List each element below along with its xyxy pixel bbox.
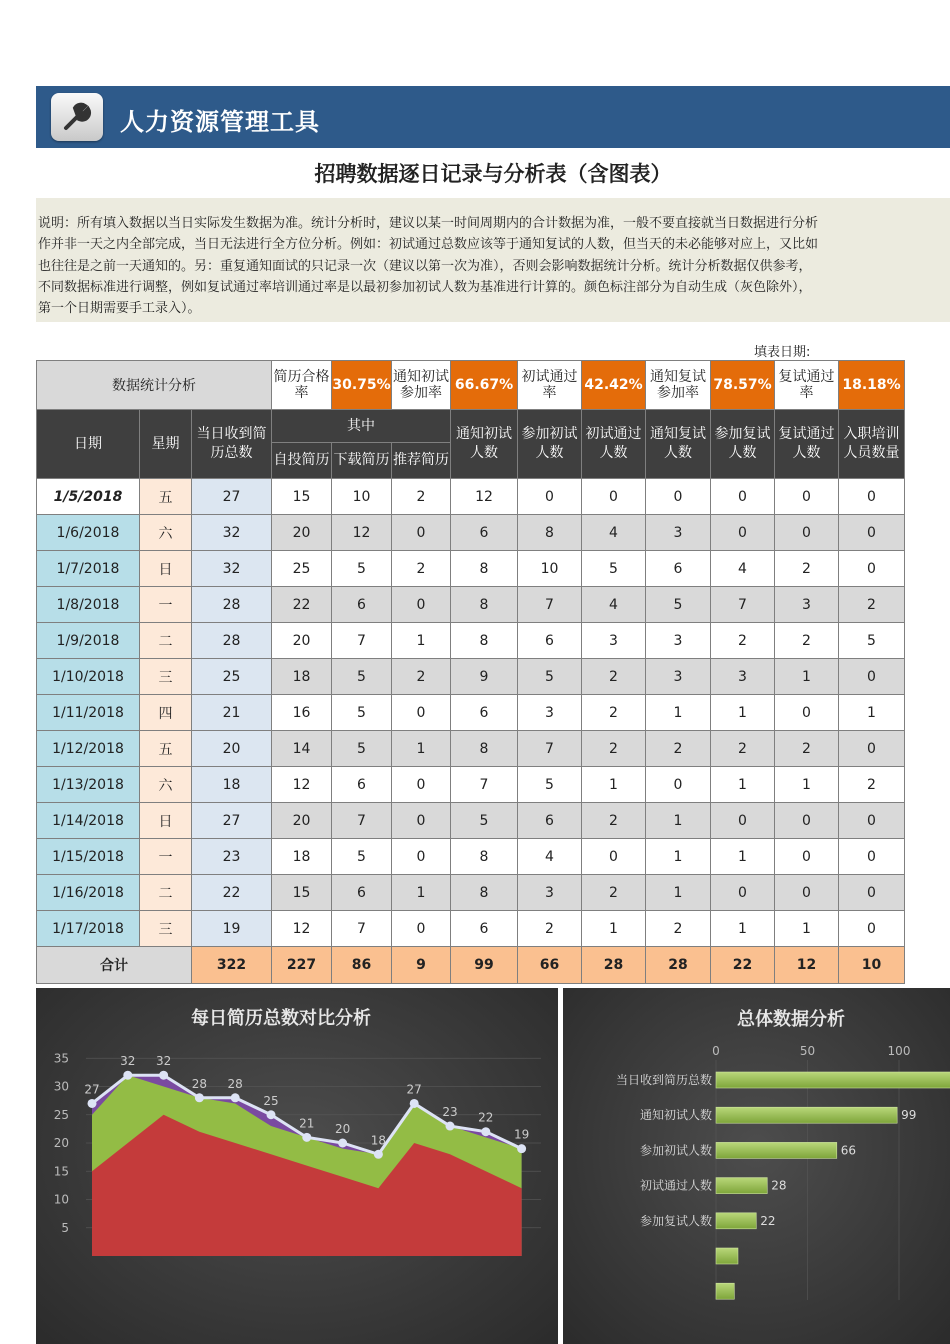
value-cell[interactable]: 2 (775, 731, 839, 767)
weekday-cell[interactable]: 五 (140, 731, 192, 767)
value-cell[interactable]: 7 (332, 803, 392, 839)
data-label: 25 (263, 1093, 279, 1108)
value-cell[interactable]: 8 (518, 515, 582, 551)
date-cell[interactable]: 1/9/2018 (37, 623, 140, 659)
col-pass2: 复试通过 人数 (775, 410, 839, 479)
data-label: 32 (155, 1054, 172, 1069)
total-point (338, 1139, 347, 1148)
value-cell[interactable]: 1 (646, 695, 711, 731)
value-cell[interactable]: 2 (582, 695, 646, 731)
data-label: 22 (478, 1110, 494, 1125)
category-label: 通知初试人数 (639, 1108, 712, 1123)
value-cell[interactable]: 1 (711, 767, 775, 803)
weekday-cell[interactable]: 六 (140, 767, 192, 803)
value-cell[interactable]: 3 (646, 515, 711, 551)
value-cell[interactable]: 1 (392, 875, 451, 911)
total-point (481, 1127, 490, 1136)
date-cell[interactable]: 1/16/2018 (37, 875, 140, 911)
value-cell[interactable]: 0 (839, 731, 905, 767)
value-cell[interactable]: 7 (518, 731, 582, 767)
table-row (37, 911, 905, 947)
value-cell[interactable]: 0 (839, 803, 905, 839)
value-cell[interactable]: 2 (392, 551, 451, 587)
total-value: 9 (392, 947, 451, 984)
value-cell[interactable]: 4 (711, 551, 775, 587)
total-value: 28 (646, 947, 711, 984)
table-row (37, 875, 905, 911)
instructions-note (36, 198, 950, 322)
total-cell[interactable]: 28 (192, 587, 272, 623)
weekday-cell[interactable]: 三 (140, 659, 192, 695)
data-label: 20 (334, 1122, 351, 1136)
value-cell[interactable]: 1 (711, 839, 775, 875)
value-cell[interactable]: 0 (711, 875, 775, 911)
col-self: 自投简历 (272, 443, 332, 479)
col-among: 其中 (272, 410, 451, 443)
value-cell[interactable]: 5 (518, 659, 582, 695)
value-cell[interactable]: 3 (711, 659, 775, 695)
value-cell[interactable]: 2 (775, 623, 839, 659)
x-tick-label: 100 (887, 1044, 911, 1058)
value-cell[interactable]: 2 (775, 551, 839, 587)
col-train: 入职培训 人员数量 (839, 410, 905, 479)
value-cell[interactable]: 0 (839, 839, 905, 875)
rate-value[interactable]: 66.67% (451, 361, 518, 410)
value-cell[interactable]: 20 (272, 623, 332, 659)
value-cell[interactable]: 6 (646, 551, 711, 587)
value-cell[interactable]: 3 (518, 695, 582, 731)
value-cell[interactable]: 3 (518, 875, 582, 911)
y-tick-label: 5 (61, 1220, 69, 1235)
x-tick-label: 50 (799, 1044, 816, 1058)
data-label: 18 (370, 1133, 387, 1148)
table-row (37, 803, 905, 839)
data-label: 21 (299, 1116, 315, 1131)
y-tick-label: 25 (53, 1107, 69, 1122)
bar (716, 1283, 734, 1299)
table-row (37, 731, 905, 767)
total-cell[interactable]: 28 (192, 623, 272, 659)
y-tick-label: 15 (53, 1164, 69, 1179)
value-cell[interactable]: 20 (272, 515, 332, 551)
value-cell[interactable]: 0 (839, 911, 905, 947)
category-label: 参加复试人数 (639, 1213, 712, 1228)
bar (716, 1072, 950, 1088)
value-cell[interactable]: 0 (775, 839, 839, 875)
weekday-cell[interactable]: 日 (140, 551, 192, 587)
weekday-cell[interactable]: 二 (140, 623, 192, 659)
date-cell[interactable]: 1/8/2018 (37, 587, 140, 623)
value-cell[interactable]: 0 (839, 875, 905, 911)
value-cell[interactable]: 0 (711, 803, 775, 839)
value-cell[interactable]: 22 (272, 587, 332, 623)
value-cell[interactable]: 0 (646, 479, 711, 515)
value-cell[interactable]: 4 (582, 587, 646, 623)
value-cell[interactable]: 5 (332, 839, 392, 875)
value-cell[interactable]: 0 (775, 515, 839, 551)
value-cell[interactable]: 0 (392, 587, 451, 623)
weekday-cell[interactable]: 二 (140, 875, 192, 911)
value-cell[interactable]: 1 (582, 911, 646, 947)
rate-label: 通知初试 参加率 (392, 361, 451, 410)
value-cell[interactable]: 15 (272, 875, 332, 911)
total-label: 合计 (37, 947, 192, 984)
app-banner (36, 86, 950, 148)
value-cell[interactable]: 2 (582, 731, 646, 767)
value-cell[interactable]: 1 (646, 839, 711, 875)
value-cell[interactable]: 4 (582, 515, 646, 551)
value-cell[interactable]: 8 (451, 731, 518, 767)
value-cell[interactable]: 5 (332, 731, 392, 767)
chart-title: 总体数据分析 (737, 1009, 845, 1030)
total-value: 28 (582, 947, 646, 984)
total-value: 22 (711, 947, 775, 984)
weekday-cell[interactable]: 日 (140, 803, 192, 839)
value-cell[interactable]: 0 (775, 479, 839, 515)
value-cell[interactable]: 3 (646, 659, 711, 695)
value-cell[interactable]: 0 (582, 479, 646, 515)
col-weekday: 星期 (140, 410, 192, 479)
total-point (302, 1133, 311, 1142)
total-value: 66 (518, 947, 582, 984)
total-point (195, 1093, 204, 1102)
value-cell[interactable]: 0 (392, 839, 451, 875)
note-line: 不同数据标准进行调整，例如复试通过率培训通过率是以最初参加初试人数为基准进行计算的。颜色标注部分为自动生成（灰色除外）， (38, 279, 812, 295)
value-cell[interactable]: 0 (646, 767, 711, 803)
total-cell[interactable]: 19 (192, 911, 272, 947)
total-row (37, 947, 905, 984)
total-point (159, 1071, 168, 1080)
note-line: 作并非一天之内全部完成，当日无法进行全方位分析。例如：初试通过总数应该等于通知复试的人数，但当天的未必能够对应上，又比如 (38, 237, 819, 253)
date-cell[interactable]: 1/15/2018 (37, 839, 140, 875)
value-cell[interactable]: 6 (451, 911, 518, 947)
value-cell[interactable]: 8 (451, 587, 518, 623)
total-value: 99 (451, 947, 518, 984)
value-cell[interactable]: 0 (839, 515, 905, 551)
value-cell[interactable]: 0 (582, 839, 646, 875)
app-logo (51, 93, 103, 141)
total-value: 227 (272, 947, 332, 984)
value-cell[interactable]: 0 (711, 515, 775, 551)
value-cell[interactable]: 8 (451, 875, 518, 911)
data-label: 19 (513, 1127, 530, 1142)
total-point (410, 1099, 419, 1108)
date-cell[interactable]: 1/5/2018 (37, 479, 140, 515)
table-row (37, 767, 905, 803)
date-cell[interactable]: 1/17/2018 (37, 911, 140, 947)
value-cell[interactable]: 0 (392, 695, 451, 731)
app-title: 人力资源管理工具 (120, 108, 320, 136)
col-notify1: 通知初试 人数 (451, 410, 518, 479)
col-download: 下载简历 (332, 443, 392, 479)
value-cell[interactable]: 6 (332, 875, 392, 911)
value-cell[interactable]: 2 (839, 767, 905, 803)
value-cell[interactable]: 5 (332, 659, 392, 695)
total-point (374, 1150, 383, 1159)
col-attend2: 参加复试 人数 (711, 410, 775, 479)
weekday-cell[interactable]: 四 (140, 695, 192, 731)
y-tick-label: 10 (53, 1192, 69, 1207)
total-cell[interactable]: 25 (192, 659, 272, 695)
total-value: 12 (775, 947, 839, 984)
value-cell[interactable]: 16 (272, 695, 332, 731)
value-cell[interactable]: 1 (646, 803, 711, 839)
col-total: 当日收到简 历总数 (192, 410, 272, 479)
fill-date-label: 填表日期: (754, 345, 811, 360)
value-cell[interactable]: 2 (582, 803, 646, 839)
value-cell[interactable]: 2 (582, 659, 646, 695)
value-cell[interactable]: 8 (451, 623, 518, 659)
value-cell[interactable]: 2 (711, 623, 775, 659)
value-cell[interactable]: 18 (272, 659, 332, 695)
total-value: 322 (192, 947, 272, 984)
y-tick-label: 20 (53, 1136, 69, 1150)
value-cell[interactable]: 0 (839, 479, 905, 515)
value-cell[interactable]: 7 (332, 623, 392, 659)
total-cell[interactable]: 27 (192, 479, 272, 515)
x-tick-label: 0 (712, 1044, 720, 1058)
rate-label: 初试通过 率 (518, 361, 582, 410)
total-value: 86 (332, 947, 392, 984)
table-row (37, 623, 905, 659)
total-point (231, 1093, 240, 1102)
date-cell[interactable]: 1/6/2018 (37, 515, 140, 551)
date-cell[interactable]: 1/7/2018 (37, 551, 140, 587)
weekday-cell[interactable]: 五 (140, 479, 192, 515)
weekday-cell[interactable]: 一 (140, 839, 192, 875)
rate-value[interactable]: 30.75% (332, 361, 392, 410)
value-cell[interactable]: 0 (775, 875, 839, 911)
value-cell[interactable]: 5 (582, 551, 646, 587)
bar (716, 1142, 837, 1158)
total-point (123, 1071, 132, 1080)
date-cell[interactable]: 1/10/2018 (37, 659, 140, 695)
note-line: 也往往是之前一天通知的。另：重复通知面试的只记录一次（建议以第一次为准），否则会影响数据统计分析。统计分析数据仅供参考， (38, 258, 812, 274)
date-cell[interactable]: 1/11/2018 (37, 695, 140, 731)
value-cell[interactable]: 6 (451, 695, 518, 731)
date-cell[interactable]: 1/14/2018 (37, 803, 140, 839)
category-label: 参加初试人数 (639, 1143, 712, 1158)
table-row (37, 839, 905, 875)
value-cell[interactable]: 25 (272, 551, 332, 587)
value-cell[interactable]: 14 (272, 731, 332, 767)
value-cell[interactable]: 7 (451, 767, 518, 803)
data-label: 23 (442, 1105, 458, 1120)
category-label: 初试通过人数 (639, 1178, 712, 1193)
value-cell[interactable]: 2 (392, 479, 451, 515)
value-cell[interactable]: 9 (451, 659, 518, 695)
data-label: 28 (771, 1178, 787, 1193)
chart-title: 每日简历总数对比分析 (191, 1008, 371, 1029)
value-cell[interactable]: 5 (518, 767, 582, 803)
total-cell[interactable]: 21 (192, 695, 272, 731)
rate-label: 通知复试 参加率 (646, 361, 711, 410)
bar (716, 1248, 738, 1264)
value-cell[interactable]: 1 (392, 731, 451, 767)
value-cell[interactable]: 0 (775, 695, 839, 731)
value-cell[interactable]: 2 (582, 875, 646, 911)
value-cell[interactable]: 0 (711, 479, 775, 515)
total-cell[interactable]: 20 (192, 731, 272, 767)
total-cell[interactable]: 32 (192, 551, 272, 587)
value-cell[interactable]: 2 (839, 587, 905, 623)
value-cell[interactable]: 1 (582, 767, 646, 803)
value-cell[interactable]: 0 (392, 803, 451, 839)
data-label: 66 (840, 1143, 857, 1158)
wrench-icon (61, 101, 93, 133)
data-label: 32 (120, 1054, 136, 1069)
col-date: 日期 (37, 410, 140, 479)
value-cell[interactable]: 1 (646, 875, 711, 911)
value-cell[interactable]: 0 (518, 479, 582, 515)
data-label: 22 (760, 1213, 776, 1228)
y-tick-label: 30 (53, 1079, 69, 1094)
stats-label: 数据统计分析 (37, 361, 272, 410)
value-cell[interactable]: 1 (775, 659, 839, 695)
value-cell[interactable]: 6 (332, 587, 392, 623)
value-cell[interactable]: 18 (272, 839, 332, 875)
data-label: 28 (227, 1076, 243, 1091)
value-cell[interactable]: 6 (451, 515, 518, 551)
value-cell[interactable]: 8 (451, 551, 518, 587)
data-label: 27 (406, 1082, 422, 1097)
rate-label: 复试通过 率 (775, 361, 839, 410)
col-referral: 推荐简历 (392, 443, 451, 479)
value-cell[interactable]: 2 (646, 911, 711, 947)
bar (716, 1107, 897, 1123)
bar-chart-svg (563, 988, 950, 1344)
weekday-cell[interactable]: 六 (140, 515, 192, 551)
col-attend1: 参加初试 人数 (518, 410, 582, 479)
col-pass1: 初试通过 人数 (582, 410, 646, 479)
table-row (37, 695, 905, 731)
value-cell[interactable]: 1 (392, 623, 451, 659)
value-cell[interactable]: 3 (646, 623, 711, 659)
value-cell[interactable]: 5 (451, 803, 518, 839)
weekday-cell[interactable]: 一 (140, 587, 192, 623)
table-row (37, 587, 905, 623)
rate-value[interactable]: 18.18% (839, 361, 905, 410)
overall-analysis-chart (563, 988, 950, 1344)
value-cell[interactable]: 2 (711, 731, 775, 767)
total-point (517, 1144, 526, 1153)
y-tick-label: 35 (53, 1051, 69, 1066)
total-value: 10 (839, 947, 905, 984)
table-row (37, 659, 905, 695)
category-label: 当日收到简历总数 (615, 1073, 712, 1087)
value-cell[interactable]: 5 (332, 695, 392, 731)
value-cell[interactable]: 1 (711, 911, 775, 947)
daily-resume-chart (36, 988, 558, 1344)
value-cell[interactable]: 0 (775, 803, 839, 839)
value-cell[interactable]: 0 (839, 551, 905, 587)
value-cell[interactable]: 6 (332, 767, 392, 803)
header-row (37, 410, 905, 443)
total-point (267, 1110, 276, 1119)
area-chart-svg (36, 988, 558, 1344)
value-cell[interactable]: 0 (392, 911, 451, 947)
total-cell[interactable]: 32 (192, 515, 272, 551)
page-title: 招聘数据逐日记录与分析表（含图表） (314, 162, 672, 186)
recruitment-table (36, 360, 905, 984)
value-cell[interactable]: 0 (839, 659, 905, 695)
value-cell[interactable]: 6 (518, 623, 582, 659)
date-cell[interactable]: 1/12/2018 (37, 731, 140, 767)
value-cell[interactable]: 7 (332, 911, 392, 947)
total-cell[interactable]: 18 (192, 767, 272, 803)
data-label: 99 (901, 1108, 917, 1123)
value-cell[interactable]: 3 (582, 623, 646, 659)
value-cell[interactable]: 7 (518, 587, 582, 623)
rate-value[interactable]: 42.42% (582, 361, 646, 410)
value-cell[interactable]: 8 (451, 839, 518, 875)
rate-label: 简历合格 率 (272, 361, 332, 410)
bar (716, 1178, 767, 1194)
date-cell[interactable]: 1/13/2018 (37, 767, 140, 803)
value-cell[interactable]: 3 (775, 587, 839, 623)
value-cell[interactable]: 2 (392, 659, 451, 695)
total-cell[interactable]: 27 (192, 803, 272, 839)
value-cell[interactable]: 0 (392, 767, 451, 803)
total-cell[interactable]: 23 (192, 839, 272, 875)
value-cell[interactable]: 2 (646, 731, 711, 767)
rate-value[interactable]: 78.57% (711, 361, 775, 410)
value-cell[interactable]: 12 (272, 911, 332, 947)
value-cell[interactable]: 20 (272, 803, 332, 839)
value-cell[interactable]: 1 (711, 695, 775, 731)
value-cell[interactable]: 5 (332, 551, 392, 587)
value-cell[interactable]: 12 (451, 479, 518, 515)
value-cell[interactable]: 12 (332, 515, 392, 551)
table-row (37, 515, 905, 551)
data-label: 27 (84, 1082, 100, 1097)
data-label: 28 (191, 1076, 208, 1091)
value-cell[interactable]: 1 (775, 767, 839, 803)
value-cell[interactable]: 2 (518, 911, 582, 947)
total-point (446, 1122, 455, 1131)
note-line: 第一个日期需要手工录入）。 (38, 301, 201, 317)
value-cell[interactable]: 10 (332, 479, 392, 515)
value-cell[interactable]: 10 (518, 551, 582, 587)
col-notify2: 通知复试 人数 (646, 410, 711, 479)
note-line: 说明：所有填入数据以当日实际发生数据为准。统计分析时，建议以某一时间周期内的合计数据为准，一般不要直接就当日数据进行分析 (38, 216, 819, 231)
stats-row (37, 361, 905, 410)
table-body (37, 479, 905, 947)
value-cell[interactable]: 7 (711, 587, 775, 623)
value-cell[interactable]: 15 (272, 479, 332, 515)
value-cell[interactable]: 4 (518, 839, 582, 875)
value-cell[interactable]: 5 (646, 587, 711, 623)
value-cell[interactable]: 0 (392, 515, 451, 551)
table-row (37, 479, 905, 515)
value-cell[interactable]: 1 (839, 695, 905, 731)
value-cell[interactable]: 5 (839, 623, 905, 659)
bar (716, 1213, 756, 1229)
value-cell[interactable]: 6 (518, 803, 582, 839)
value-cell[interactable]: 12 (272, 767, 332, 803)
total-point (88, 1099, 97, 1108)
total-cell[interactable]: 22 (192, 875, 272, 911)
value-cell[interactable]: 1 (775, 911, 839, 947)
table-row (37, 551, 905, 587)
weekday-cell[interactable]: 三 (140, 911, 192, 947)
